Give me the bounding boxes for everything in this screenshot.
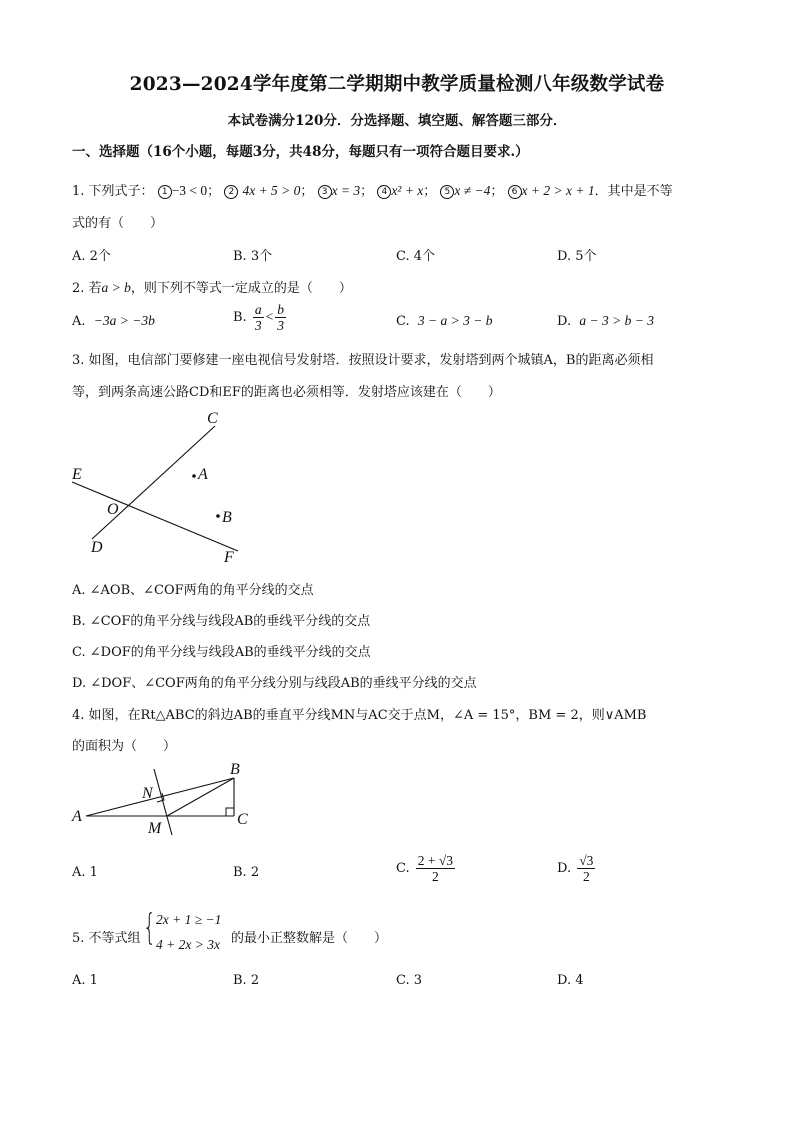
- q1-line2: 式的有（ ）: [72, 216, 164, 231]
- q2-fraction-a-over-3: $\frac{a}{3}$: [254, 302, 262, 333]
- q5-option-a: A. 1: [72, 973, 98, 988]
- label-a: A: [72, 808, 82, 825]
- q4-fraction-2-plus-sqrt3-over-2: $\frac{2 + √3}{2}$: [417, 853, 454, 884]
- point-b: [216, 514, 220, 518]
- q5-inequality-1: 2x + 1 ≥ −1: [156, 912, 222, 927]
- line-cd: [92, 426, 215, 539]
- q1-item-5: 5 x ≠ −4: [440, 184, 490, 199]
- label-c: C: [207, 410, 218, 427]
- q4-option-b: B. 2: [233, 865, 260, 880]
- page-subtitle: 本试卷满分120分．分选择题、填空题、解答题三部分．: [227, 113, 567, 129]
- q2-option-b: B. $\frac{a}{3}$ < $\frac{b}{3}$: [233, 302, 284, 333]
- question-4-line1: 4. 如图，在Rt△ABC的斜边AB的垂直平分线MN与AC交于点M，∠A = 15°，BM = 2，则∨AMB: [72, 708, 647, 723]
- q2-condition: a > b: [101, 280, 131, 295]
- q5-inequality-2: 4 + 2x > 3x: [156, 937, 220, 952]
- question-2-stem: 2. 若a > b，则下列不等式一定成立的是（ ）: [72, 280, 352, 296]
- question-5-prefix: 5. 不等式组: [72, 931, 141, 946]
- q1-item-6: 6 x + 2 > x + 1: [508, 184, 595, 199]
- question-4-line2: 的面积为（ ）: [72, 739, 177, 754]
- right-angle-mark-c: [226, 808, 234, 816]
- q1-option-a: A. 2个: [72, 249, 111, 264]
- label-c: C: [237, 811, 248, 828]
- label-f: F: [224, 549, 234, 566]
- q1-item-4: 4 x² + x: [377, 184, 423, 199]
- label-n: N: [142, 785, 153, 802]
- label-d: D: [91, 539, 103, 556]
- q5-option-d: D. 4: [557, 973, 584, 988]
- point-a: [192, 474, 196, 478]
- q1-option-d: D. 5个: [557, 249, 597, 264]
- label-e: E: [72, 466, 82, 483]
- q4-option-a: A. 1: [72, 865, 98, 880]
- q2-fraction-b-over-3: $\frac{b}{3}$: [277, 302, 284, 333]
- label-a: A: [198, 466, 208, 483]
- side-ab: [86, 778, 234, 816]
- q2-option-d: D. a − 3 > b − 3: [557, 313, 654, 329]
- section-heading-choice: 一、选择题（16个小题，每题3分，共48分，每题只有一项符合题目要求.）: [72, 144, 529, 160]
- q3-figure-intersecting-roads: [60, 404, 260, 570]
- q4-figure-right-triangle: [66, 758, 266, 838]
- segment-bm: [167, 778, 234, 816]
- q3-option-a: A. ∠AOB、∠COF两角的角平分线的交点: [72, 583, 314, 598]
- label-b: B: [230, 761, 240, 778]
- q1-item-2: 2 4x + 5 > 0: [224, 184, 300, 199]
- q1-option-c: C. 4个: [396, 249, 436, 264]
- q2-option-a: A. −3a > −3b: [72, 313, 155, 329]
- q1-option-b: B. 3个: [233, 249, 273, 264]
- q5-option-b: B. 2: [233, 973, 260, 988]
- question-1-stem: 1. 下列式子： 1 −3 < 0； 2 4x + 5 > 0； 3 x = 3； 4 x² + x； 5 x ≠ −4； 6 x + 2 > x + 1．其中是不等: [72, 183, 673, 199]
- q2-option-c: C. 3 − a > 3 − b: [396, 313, 493, 329]
- q4-fraction-sqrt3-over-2: $\frac{√3}{2}$: [579, 853, 594, 884]
- label-b: B: [222, 509, 232, 526]
- question-3-line1: 3. 如图，电信部门要修建一座电视信号发射塔．按照设计要求，发射塔到两个城镇A，B的距离必须相: [72, 353, 654, 368]
- q4-option-c: C. $\frac{2 + √3}{2}$: [396, 853, 454, 884]
- label-o: O: [107, 501, 119, 518]
- label-m: M: [148, 820, 162, 837]
- page-title: 2023—2024学年度第二学期期中教学质量检测八年级数学试卷: [129, 74, 665, 95]
- q5-option-c: C. 3: [396, 973, 423, 988]
- q3-option-d: D. ∠DOF、∠COF两角的角平分线分别与线段AB的垂线平分线的交点: [72, 676, 477, 691]
- q5-suffix: 的最小正整数解是（ ）: [231, 931, 388, 946]
- question-3-line2: 等，到两条高速公路CD和EF的距离也必须相等．发射塔应该建在（ ）: [72, 385, 501, 400]
- q4-option-d: D. $\frac{√3}{2}$: [557, 853, 594, 884]
- q3-option-c: C. ∠DOF的角平分线与线段AB的垂线平分线的交点: [72, 645, 371, 660]
- q1-suffix: ．其中是不等: [594, 184, 673, 199]
- system-brace: {: [143, 907, 156, 948]
- q1-item-1: 1 −3 < 0: [158, 184, 207, 199]
- q3-option-b: B. ∠COF的角平分线与线段AB的垂线平分线的交点: [72, 614, 371, 629]
- q1-prefix: 1. 下列式子：: [72, 184, 154, 199]
- q1-item-3: 3 x = 3: [318, 184, 361, 199]
